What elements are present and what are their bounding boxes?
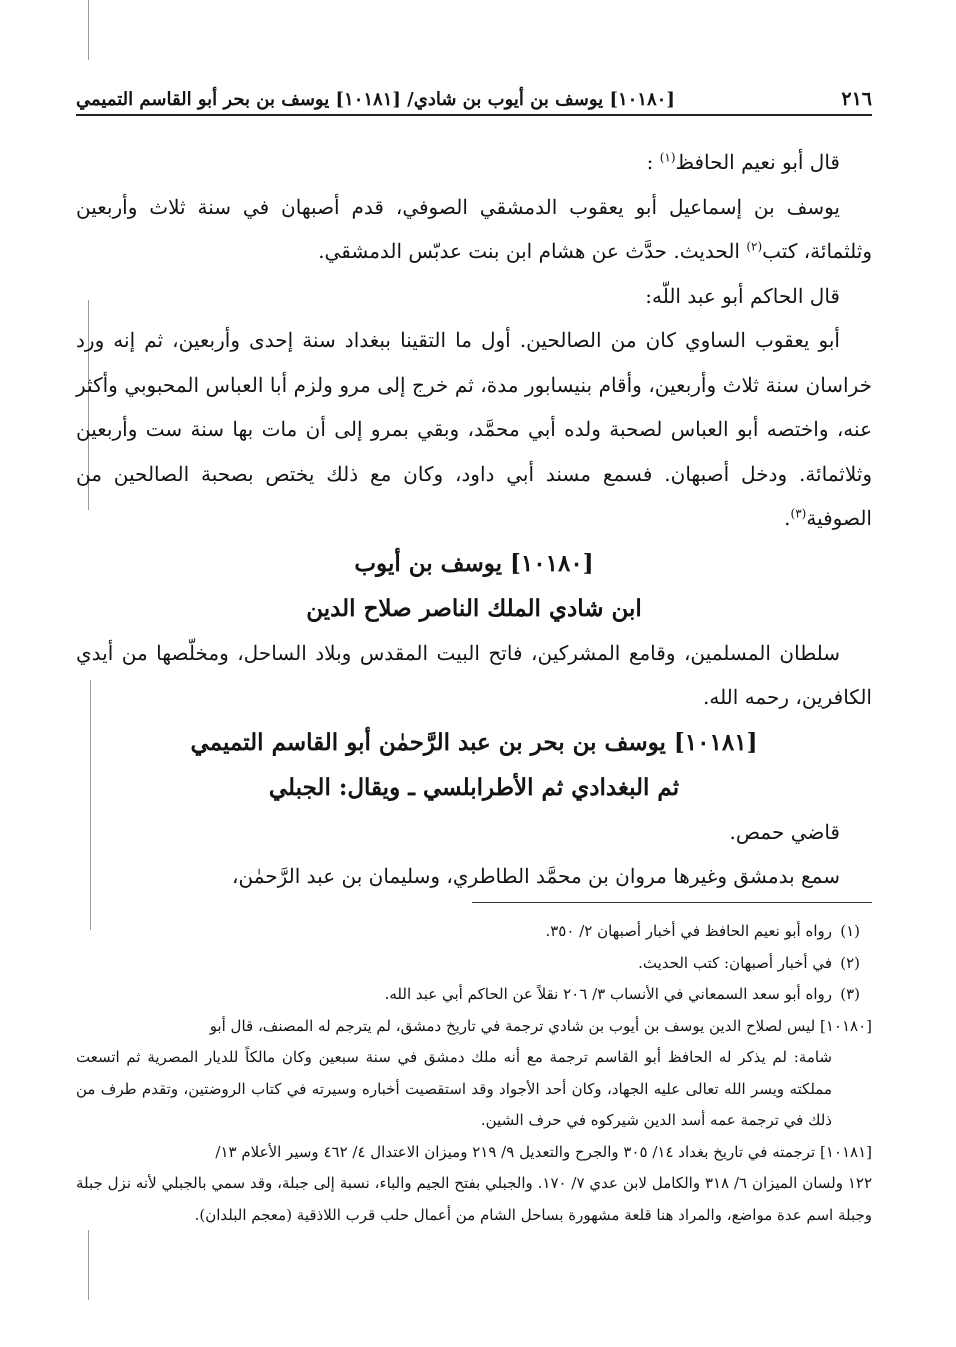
main-text: [76, 140, 872, 899]
note-mark: [١٠١٨١]: [819, 1142, 872, 1161]
note-mark: [١٠١٨٠]: [819, 1016, 872, 1035]
entry-10181-text-2: سمع بدمشق وغيرها مروان بن محمَّد الطاطري، وسليمان بن عبد الرَّحمٰن،: [232, 864, 840, 888]
entry-10181-title-line1: [١٠١٨١] يوسف بن بحر بن عبد الرَّحمٰن أبو القاسم التميمي: [190, 728, 758, 756]
quote1-intro: قال أبو نعيم الحافظ$^{(١)}$ :: [646, 150, 840, 174]
entry-10180-text: سلطان المسلمين، وقامع المشركين، فاتح البيت المقدس وبلاد الساحل، ومخلّصها من أيدي الكافرين، رحمه الله.: [76, 640, 872, 709]
page-number: ٢١٦: [841, 88, 872, 110]
quote2-intro: قال الحاكم أبو عبد اللّه:: [645, 283, 840, 308]
footnote-separator: [472, 902, 872, 903]
footnote-3: (٣)رواه أبو سعد السمعاني في الأنساب ٣/ ٢٠٦ نقلاً عن الحاكم أبي عبد الله.: [384, 985, 860, 1003]
entry-10180-title-line1: [١٠١٨٠] يوسف بن أيوب: [354, 549, 594, 577]
footnote-ref-2: (٢): [746, 239, 763, 254]
entry-10181-text-1: قاضي حمص.: [729, 819, 840, 844]
running-title: [١٠١٨٠] يوسف بن أيوب بن شادي/ [١٠١٨١] يوسف بن بحر أبو القاسم التميمي: [76, 89, 675, 110]
editor-note-10181: [١٠١٨١] ترجمته في تاريخ بغداد ١٤/ ٣٠٥ والجرح والتعديل ٩/ ٢١٩ وميزان الاعتدال ٤/ ٤٦٢ وسير الأعلام ١٣/ ١٢٢ ولسان الميزان ٦/ ٣١٨ والكامل لابن عدي ٧/ ١٧٠. والجبلي بفتح الجيم والباء، نسبة إلى جبلة، وقد سمي بالجبلي لأنه نزل جبلة وجبلة اسم عدة مواضع، والمراد هنا قلعة مشهورة بساحل الشام من أعمال حلب قرب اللاذقية (معجم البلدان).: [76, 1142, 873, 1224]
entry-10180-title-line2: ابن شادي الملك الناصر صلاح الدين: [306, 594, 642, 622]
footnotes: [76, 916, 872, 1231]
quote1-text: يوسف بن إسماعيل أبو يعقوب الدمشقي الصوفي، قدم أصبهان في سنة ثلاث وأربعين وثلثمائة، كتب$^{(٢)}$ الحديث. حدَّث عن هشام ابن بنت عدبّس الدمشقي.: [76, 194, 872, 263]
page-header: [76, 78, 872, 116]
quote2-text: أبو يعقوب الساوي كان من الصالحين. أول ما التقينا ببغداد سنة إحدى وأربعين، ثم إنه ورد خراسان سنة ثلاث وأربعين، وأقام بنيسابور مدة، ثم خرج إلى مرو ولزم أبا العباس المحبوبي وأكثر عنه، واختصه أبو العباس لصحبة ولده أبي محمَّد، وبقي بمرو إلى أن مات بها سنة ست وأربعين وثلاثمائة. ودخل أصبهان. فسمع مسند أبي داود، وكان مع ذلك يختص بصحبة الصالحين من الصوفية$^{(٣)}$.: [76, 328, 872, 530]
footnote-ref-1: (١): [659, 150, 676, 165]
footnote-2: (٢)في أخبار أصبهان: كتب الحديث.: [638, 953, 860, 972]
entry-10181-title-line2: ثم البغدادي ثم الأطرابلسي ـ ويقال: الجبلي: [268, 773, 680, 801]
editor-note-10180: [١٠١٨٠] ليس لصلاح الدين يوسف بن أيوب بن شادي ترجمة في تاريخ دمشق، لم يترجم له المصنف، قال أبو شامة: لم يذكر له الحافظ أبو القاسم ترجمة مع أنه ملك دمشق في سنة سبعين وكان مالكاً للديار المصرية ثم اتسعت مملكته ويسر الله تعالى عليه الجهاد، وكان أحد الأجواد وقد استقصيت أخباره وسيرته في كتاب الروضتين، وتقدم طرف من ذلك في ترجمة عمه أسد الدين شيركوه في حرف الشين.: [76, 1016, 872, 1129]
footnote-1: (١)رواه أبو نعيم الحافظ في أخبار أصبهان ٢/ ٣٥٠.: [545, 922, 860, 940]
footnote-ref-3: (٣): [790, 506, 807, 521]
